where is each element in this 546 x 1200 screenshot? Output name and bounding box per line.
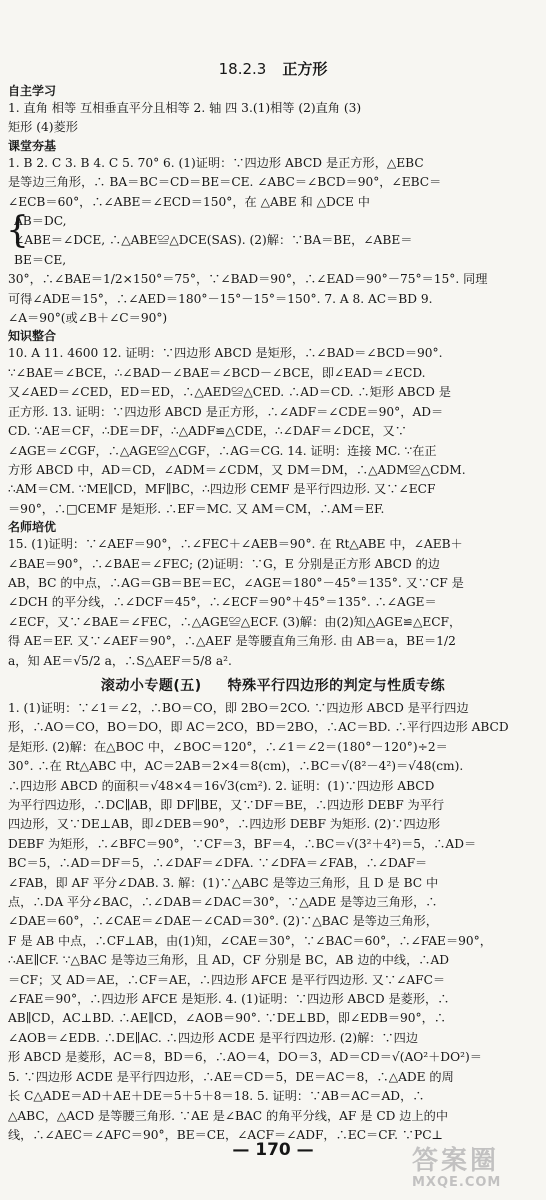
brace-symbol: { (6, 210, 29, 252)
text-line: 方形 ABCD 中，AD＝CD，∠ADM＝∠CDM，又 DM＝DM，∴△ADM≌△CDM. (8, 462, 466, 477)
text-line: DEBF 为矩形，∴∠BFC＝90°，∵CF＝3，BF＝4，∴BC＝√(3²＋4²)＝5，∴AD＝ (8, 836, 477, 851)
watermark (412, 1140, 540, 1196)
text-line: 1. B 2. C 3. B 4. C 5. 70° 6. (1)证明：∵四边形 ABCD 是正方形，△EBC (8, 155, 424, 170)
text-line: 矩形 (4)菱形 (8, 120, 78, 135)
answer-page (8, 58, 538, 1145)
text-line: 为平行四边形，∴DC∥AB，即 DF∥BE，又∵DF＝BE，∴四边形 DEBF 为平行 (8, 798, 445, 812)
text-line: ∠DAE＝60°，∴∠CAE＝∠DAE－∠CAD＝30°. (2)∵△BAC 是等边三角形， (8, 914, 438, 929)
text-line: ∠DCH 的平分线，∴∠DCF＝45°，∴∠ECF＝90°＋45°＝135°. ∴∠AGE＝ (8, 595, 437, 610)
text-line: ∠A＝90°(或∠B＋∠C＝90°) (8, 311, 168, 326)
text-line: ∠BAE＝90°，∴∠BAE＝∠FEC; (2)证明：∵G，E 分别是正方形 ABCD 的边 (8, 556, 440, 571)
text-line: a，知 AE＝√5/2 a，∴S△AEF＝5/8 a². (8, 653, 232, 668)
text-line: ∴四边形 ABCD 的面积＝√48×4＝16√3(cm²). 2. 证明：(1)∵四边形 ABCD (8, 778, 435, 793)
text-line: ＝90°，∴□CEMF 是矩形. ∴EF＝MC. 又 AM＝CM，∴AM＝EF. (8, 501, 385, 516)
text-line: AB＝DC, (14, 214, 67, 229)
heading-advanced: 名师培优 (8, 520, 57, 535)
text-line: CD. ∵AE＝CF，∴DE＝DF，∴△ADF≌△CDE，∴∠DAF＝∠DCE，又∵ (8, 424, 407, 439)
text-line: ∴AE∥CF. ∵△BAC 是等边三角形，且 AD，CF 分别是 BC，AB 边的中线，∴AD (8, 953, 450, 968)
text-line: ∠AGE＝∠CGF，∴△AGE≌△CGF，∴AG＝CG. 14. 证明：连接 MC. ∵在正 (8, 443, 437, 458)
text-line: 30°，∴∠BAE＝1/2×150°＝75°，∵∠BAD＝90°，∴∠EAD＝90°－75°＝15°. 同理 (8, 272, 488, 287)
text-line: 得 AE＝EF. 又∵∠AEF＝90°，∴△AEF 是等腰直角三角形. 由 AB＝a，BE＝1/2 (8, 634, 456, 649)
brace-group (8, 212, 538, 270)
text-line: ∠FAE＝90°，∴四边形 AFCE 是矩形. 4. (1)证明：∵四边形 ABCD 是菱形，∴ (8, 992, 450, 1007)
text-line: BE＝CE, (14, 252, 67, 267)
text-line: AB∥CD，AC⊥BD. ∴AE∥CD，∠AOB＝90°. ∵DE⊥BD，即∠EDB＝90°，∴ (8, 1011, 447, 1026)
text-line: ＝CF；又 AD＝AE，∴CF＝AE，∴四边形 AFCE 是平行四边形. 又∵∠AFC＝ (8, 972, 446, 987)
text-line: 形，∴AO＝CO，BO＝DO，即 AC＝2CO，BD＝2BO，∴AC＝BD. ∴平行四边形 ABCD (8, 720, 509, 735)
text-line: ∵∠BAE＝∠BCE，∴∠BAD－∠BAE＝∠BCD－∠BCE，即∠EAD＝∠ECD. (8, 365, 426, 380)
text-line: AB，BC 的中点，∴AG＝GB＝BE＝EC，∠AGE＝180°－45°＝135°. 又∵CF 是 (8, 575, 464, 590)
watermark-logo: 答案圈 (412, 1146, 500, 1176)
heading-class-practice: 课堂夯基 (8, 138, 57, 153)
special-topic-label: 滚动小专题(五) (100, 677, 202, 694)
heading-knowledge-integration: 知识整合 (8, 329, 57, 344)
text-line: 1. 直角 相等 互相垂直平分且相等 2. 轴 四 3.(1)相等 (2)直角 (3) (8, 101, 362, 115)
text-line: 30°. ∴在 Rt△ABC 中，AC＝2AB＝2×4＝8(cm)，∴BC＝√(8²－4²)＝√48(cm). (8, 759, 464, 774)
section-title (8, 58, 538, 79)
section-number: 18.2.3 (218, 60, 267, 78)
text-line: 点，∴DA 平分∠BAC，∴∠DAB＝∠DAC＝30°，∵△ADE 是等边三角形，∴ (8, 895, 438, 910)
watermark-url: MXQE.COM (412, 1175, 502, 1190)
text-line: BC＝5，∴AD＝DF＝5，∴∠DAF＝∠DFA. ∵∠DFA＝∠FAB，∴∠DAF＝ (8, 856, 428, 871)
text-line: 1. (1)证明：∵∠1＝∠2，∴BO＝CO，即 2BO＝2CO. ∵四边形 ABCD 是平行四边 (8, 700, 469, 715)
special-topic-title: 特殊平行四边形的判定与性质专练 (227, 677, 446, 694)
text-line: 可得∠ADE＝15°，∴∠AED＝180°－15°－15°＝150°. 7. A 8. AC＝BD 9. (8, 291, 433, 306)
text-line: ∠ECF，又∵∠BAE＝∠FEC，∴△AGE≌△ECF. (3)解：由(2)知△AGE≌△ECF， (8, 614, 462, 629)
text-line: ∠ECB＝60°，∴∠ABE＝∠ECD＝150°，在 △ABE 和 △DCE 中 (8, 194, 370, 209)
text-line: 正方形. 13. 证明：∵四边形 ABCD 是正方形，∴∠ADF＝∠CDE＝90°，AD＝ (8, 404, 444, 419)
text-line: ∠AOB＝∠EDB. ∴DE∥AC. ∴四边形 ACDE 是平行四边形. (2)解：∵四边 (8, 1030, 419, 1045)
text-line: 形 ABCD 是菱形，AC＝8，BD＝6，∴AO＝4，DO＝3，AD＝CD＝√(AO²＋DO²)＝ (8, 1050, 482, 1065)
text-line: 是等边三角形，∴ BA＝BC＝CD＝BE＝CE. ∠ABC＝∠BCD＝90°，∠EBC＝ (8, 175, 442, 190)
text-line: 线，∴∠AEC＝∠AFC＝90°，BE＝CE，∠ACF＝∠ADF，∴EC＝CF. ∵PC⊥ (8, 1127, 444, 1142)
text-line: ∴AM＝CM. ∵ME∥CD，MF∥BC，∴四边形 CEMF 是平行四边形. 又∵∠ECF (8, 482, 436, 497)
text-line: 是矩形. (2)解：在△BOC 中，∠BOC＝120°，∴∠1＝∠2＝(180°－120°)÷2＝ (8, 739, 448, 754)
text-line: 又∠AED＝∠CED，ED＝ED，∴△AED≌△CED. ∴AD＝CD. ∴矩形 ABCD 是 (8, 385, 451, 400)
text-line: 长 C△ADE＝AD＋AE＋DE＝5＋5＋8＝18. 5. 证明：∵AB＝AC＝AD，∴ (8, 1089, 425, 1104)
text-line: △ABC，△ACD 是等腰三角形. ∵AE 是∠BAC 的角平分线，AF 是 CD 边上的中 (8, 1108, 449, 1123)
page-number: — 170 — (232, 1140, 314, 1160)
text-line: 15. (1)证明：∵∠AEF＝90°，∴∠FEC＋∠AEB＝90°. 在 Rt△ABE 中，∠AEB＋ (8, 537, 463, 552)
text-line: ∠FAB，即 AF 平分∠DAB. 3. 解：(1)∵△ABC 是等边三角形，且 D 是 BC 中 (8, 875, 439, 890)
text-line: F 是 AB 中点，∴CF⊥AB，由(1)知，∠CAE＝30°，∵∠BAC＝60°，∴∠FAE＝90°， (8, 933, 492, 948)
section-name: 正方形 (282, 60, 328, 78)
text-line: 5. ∵四边形 ACDE 是平行四边形，∴AE＝CD＝5，DE＝AC＝8，∴△ADE 的周 (8, 1069, 454, 1084)
special-topic-heading (8, 675, 538, 697)
text-line: 四边形，又∵DE⊥AB，即∠DEB＝90°，∴四边形 DEBF 为矩形. (2)∵四边形 (8, 817, 441, 832)
text-line: ∠ABE＝∠DCE, ∴△ABE≌△DCE(SAS). (2)解：∵BA＝BE，∠ABE＝ (14, 233, 413, 248)
heading-self-study: 自主学习 (8, 84, 57, 98)
text-line: 10. A 11. 4600 12. 证明：∵四边形 ABCD 是矩形，∴∠BAD＝∠BCD＝90°. (8, 346, 443, 361)
